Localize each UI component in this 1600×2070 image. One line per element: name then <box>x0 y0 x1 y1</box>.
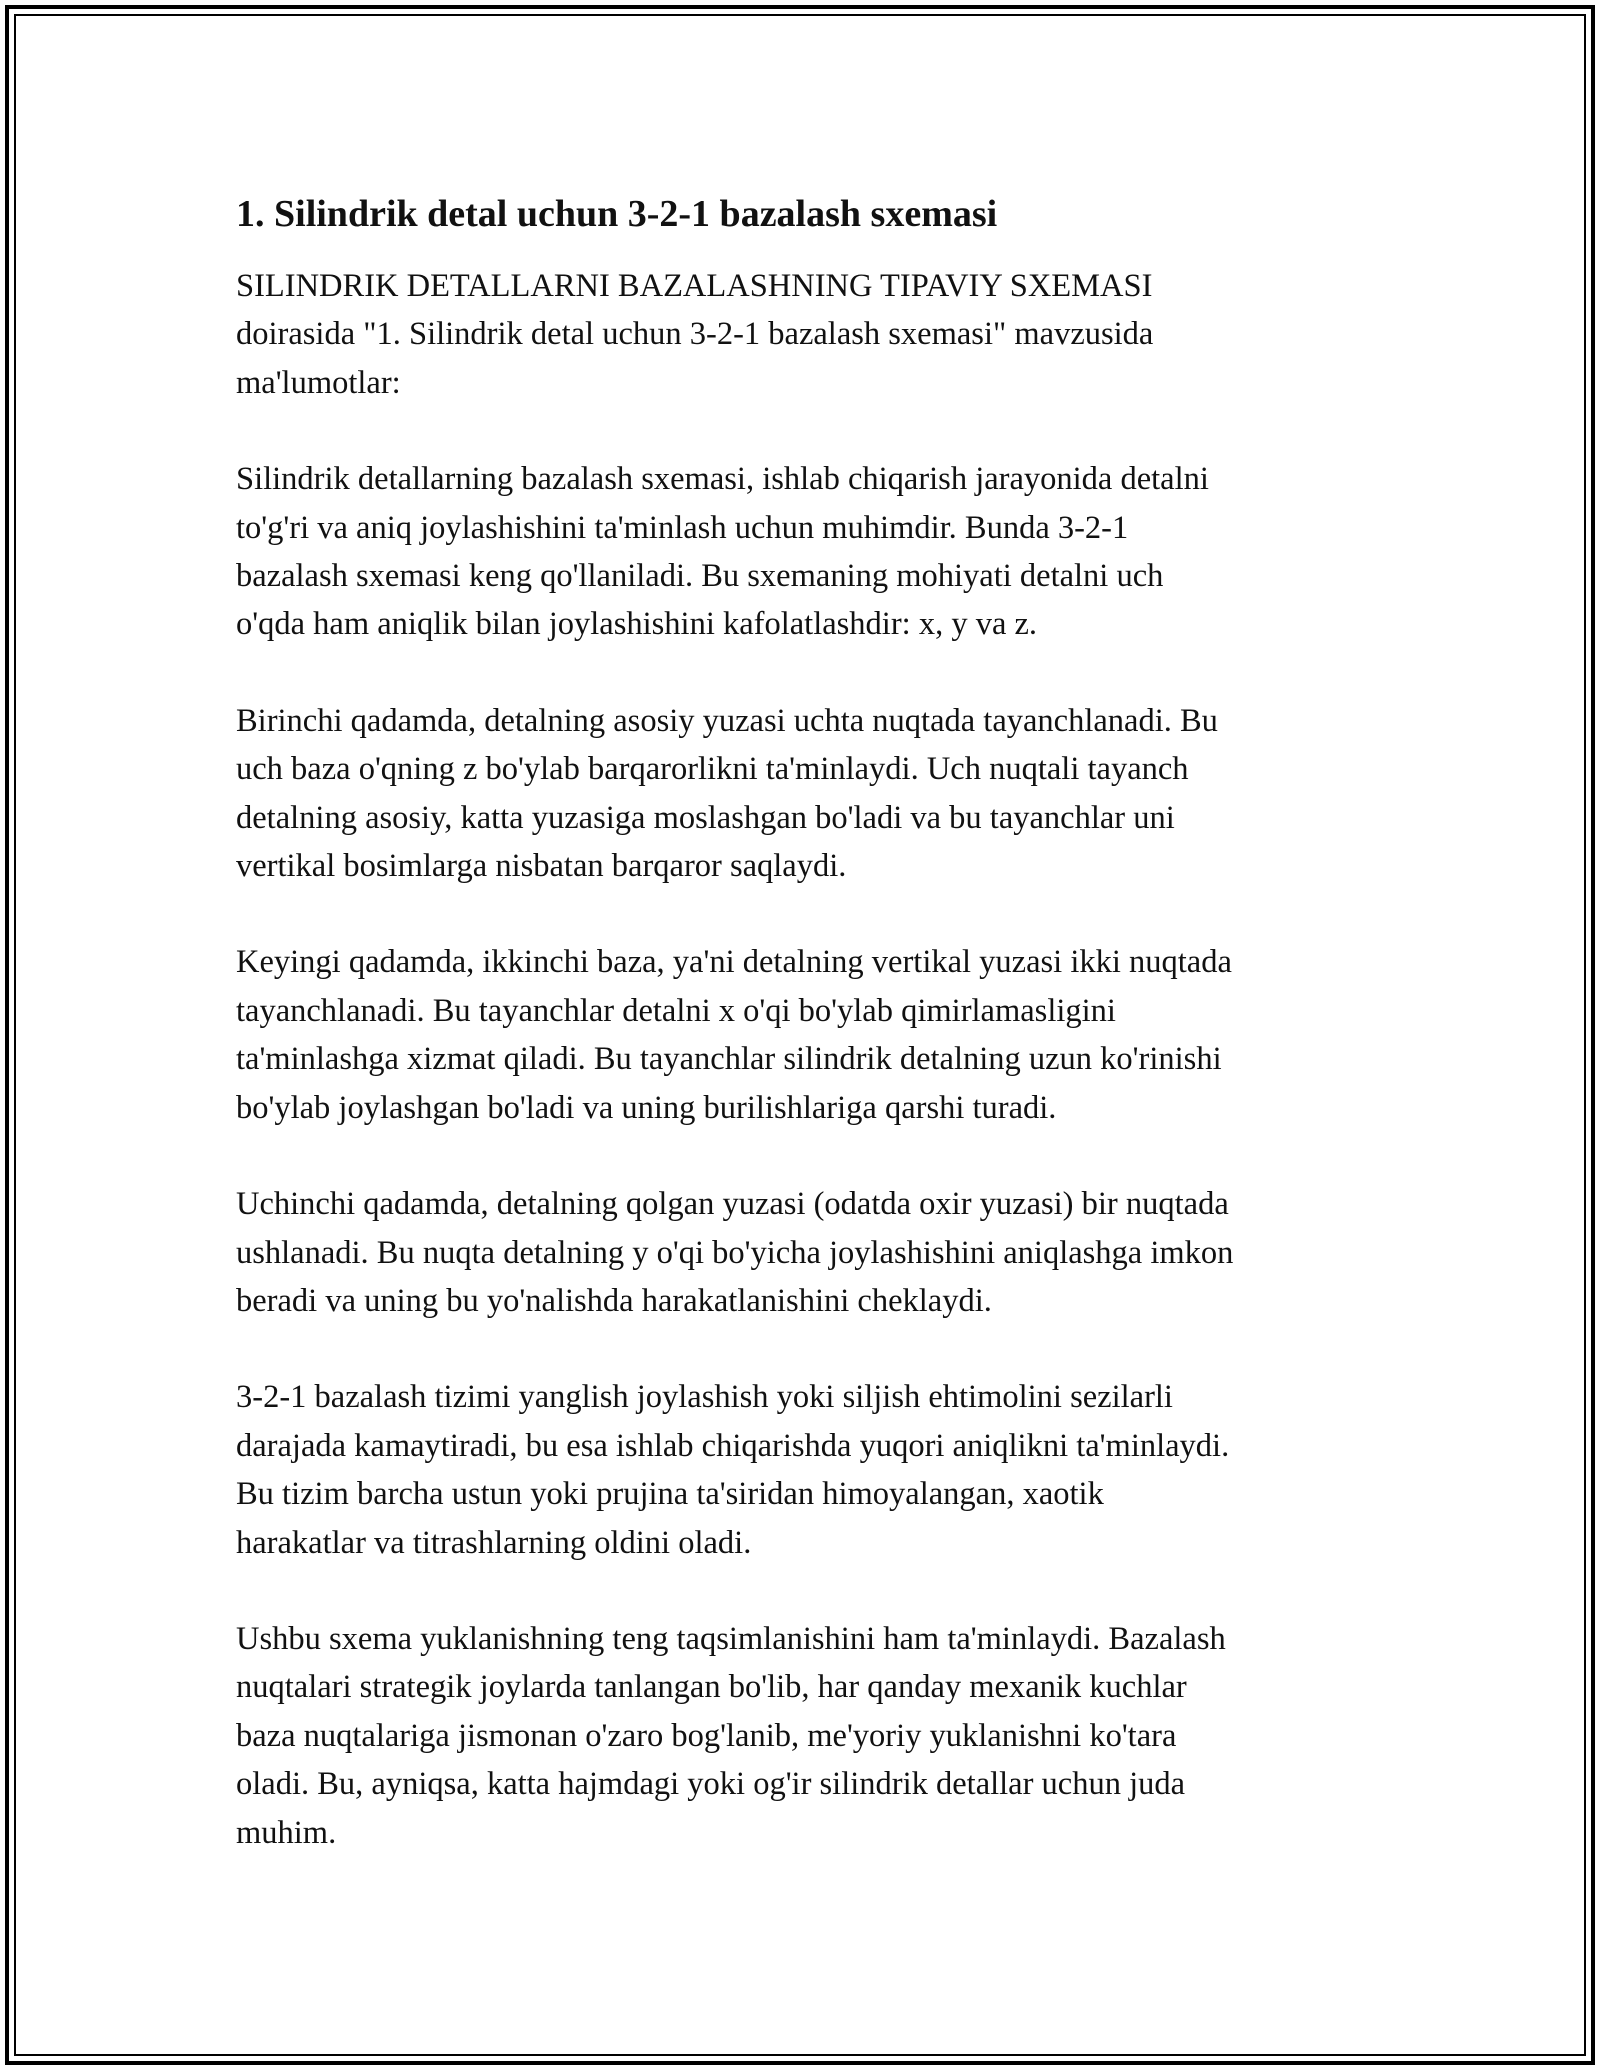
paragraph-line: muhim. <box>236 1814 337 1851</box>
paragraph <box>236 938 1386 1132</box>
document-title: 1. Silindrik detal uchun 3-2-1 bazalash sxemasi <box>236 193 998 235</box>
paragraph-line: Ushbu sxema yuklanishning teng taqsimlanishini ham ta'minlaydi. Bazalash <box>236 1620 1226 1657</box>
paragraph <box>236 1180 1386 1325</box>
paragraph-line: uch baza o'qning z bo'ylab barqarorlikni ta'minlaydi. Uch nuqtali tayanch <box>236 751 1189 788</box>
paragraph-list <box>236 262 1386 1857</box>
paragraph-line: Uchinchi qadamda, detalning qolgan yuzasi (odatda oxir yuzasi) bir nuqtada <box>236 1186 1229 1223</box>
paragraph-line: Silindrik detallarning bazalash sxemasi, ishlab chiqarish jarayonida detalni <box>236 461 1209 498</box>
paragraph-line: baza nuqtalariga jismonan o'zaro bog'lanib, me'yoriy yuklanishni ko'tara <box>236 1717 1177 1754</box>
paragraph-line: detalning asosiy, katta yuzasiga moslashgan bo'ladi va bu tayanchlar uni <box>236 799 1175 836</box>
paragraph <box>236 1373 1386 1567</box>
paragraph-line: beradi va uning bu yo'nalishda harakatlanishini cheklaydi. <box>236 1282 992 1319</box>
paragraph-line: tayanchlanadi. Bu tayanchlar detalni x o'qi bo'ylab qimirlamasligini <box>236 992 1116 1029</box>
paragraph-line: darajada kamaytiradi, bu esa ishlab chiqarishda yuqori aniqlikni ta'minlaydi. <box>236 1427 1230 1464</box>
paragraph-line: Bu tizim barcha ustun yoki prujina ta'siridan himoyalangan, xaotik <box>236 1476 1104 1513</box>
paragraph-line: bo'ylab joylashgan bo'ladi va uning burilishlariga qarshi turadi. <box>236 1089 1057 1126</box>
paragraph-line: o'qda ham aniqlik bilan joylashishini kafolatlashdir: x, y va z. <box>236 606 1038 643</box>
paragraph-line: SILINDRIK DETALLARNI BAZALASHNING TIPAVIY SXEMASI <box>236 268 1153 304</box>
paragraph-line: 3-2-1 bazalash tizimi yanglish joylashish yoki siljish ehtimolini sezilarli <box>236 1379 1173 1416</box>
paragraph-line: doirasida "1. Silindrik detal uchun 3-2-1 bazalash sxemasi" mavzusida <box>236 316 1154 353</box>
document-body <box>236 186 1386 1905</box>
paragraph <box>236 697 1386 891</box>
paragraph-line: Birinchi qadamda, detalning asosiy yuzasi uchta nuqtada tayanchlanadi. Bu <box>236 702 1218 739</box>
paragraph-line: ta'minlashga xizmat qiladi. Bu tayanchlar silindrik detalning uzun ko'rinishi <box>236 1041 1222 1078</box>
paragraph <box>236 262 1386 407</box>
paragraph-line: ushlanadi. Bu nuqta detalning y o'qi bo'yicha joylashishini aniqlashga imkon <box>236 1234 1234 1271</box>
paragraph-line: vertikal bosimlarga nisbatan barqaror saqlaydi. <box>236 848 847 885</box>
paragraph-line: ma'lumotlar: <box>236 364 401 401</box>
paragraph-line: oladi. Bu, ayniqsa, katta hajmdagi yoki og'ir silindrik detallar uchun juda <box>236 1766 1186 1803</box>
paragraph <box>236 455 1386 649</box>
paragraph-line: Keyingi qadamda, ikkinchi baza, ya'ni detalning vertikal yuzasi ikki nuqtada <box>236 944 1232 981</box>
paragraph-line: to'g'ri va aniq joylashishini ta'minlash uchun muhimdir. Bunda 3-2-1 <box>236 509 1129 546</box>
paragraph-line: bazalash sxemasi keng qo'llaniladi. Bu sxemaning mohiyati detalni uch <box>236 558 1164 595</box>
paragraph <box>236 1615 1386 1857</box>
paragraph-line: nuqtalari strategik joylarda tanlangan bo'lib, har qanday mexanik kuchlar <box>236 1669 1187 1706</box>
paragraph-line: harakatlar va titrashlarning oldini oladi. <box>236 1524 752 1561</box>
